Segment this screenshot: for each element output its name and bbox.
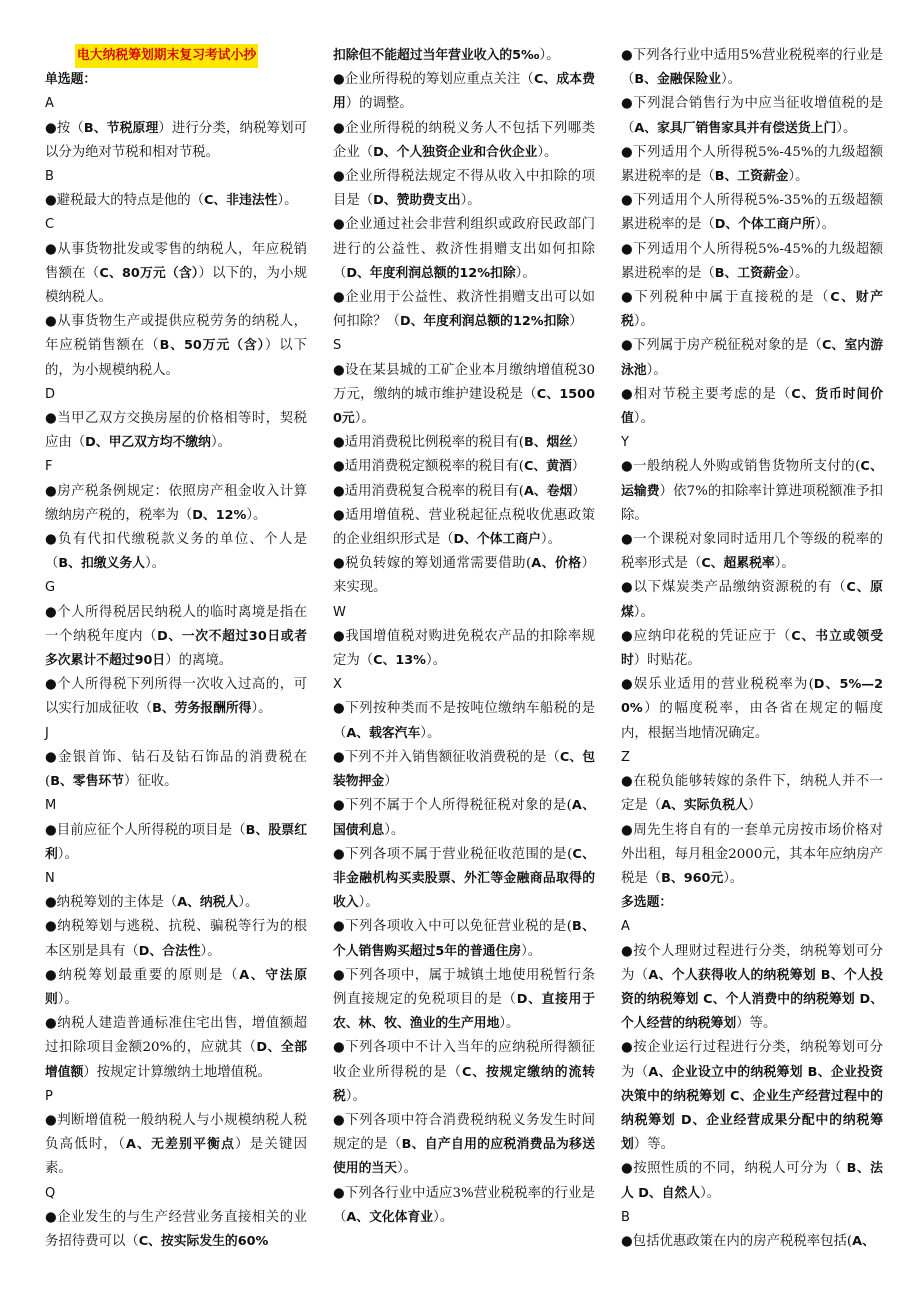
- question-text: ）。: [700, 1185, 721, 1201]
- answer-text: B、50万元（含）: [159, 338, 265, 354]
- question-text: ）等。: [736, 1016, 777, 1032]
- question-item: [621, 92, 883, 140]
- answer-text: 扣除但不能超过当年营业收入的5‰: [333, 48, 540, 63]
- question-text: ●企业所得税的纳税义务人不包括下列哪类企业（: [333, 120, 595, 160]
- question-text: ●个人所得税居民纳税人的临时离境是指在一个纳税年度内（: [45, 604, 307, 644]
- question-item: [333, 117, 595, 165]
- question-item: [45, 601, 307, 674]
- index-letter: F: [45, 459, 53, 475]
- question-text: ）进行分类，纳税筹划可以分为绝对节税和相对节税。: [45, 120, 307, 160]
- question-text: ）。: [774, 556, 795, 572]
- question-text: ）的离境。: [165, 653, 233, 669]
- question-text: ）依7%的扣除率计算进项税额准予扣除。: [621, 483, 883, 523]
- question-item: [45, 746, 307, 794]
- question-text: ）。: [420, 725, 441, 741]
- question-item: [333, 697, 595, 745]
- question-text: ●下列适用个人所得税5%-45%的九级超额累进税率的是（: [621, 144, 883, 185]
- question-text: ●按（: [45, 120, 84, 136]
- answer-text: A、实际负税人: [661, 798, 748, 814]
- column-left: [45, 44, 307, 1254]
- index-letter: S: [333, 338, 342, 354]
- question-text: ）的调整。: [345, 96, 413, 112]
- question-text: ●周先生将自有的一套单元房按市场价格对外出租，每月租金2000元，其本年应纳房产税是（: [621, 822, 883, 886]
- question-item: [333, 455, 595, 479]
- question-item: [45, 189, 307, 213]
- index-letter: Q: [45, 1185, 56, 1201]
- question-item: [45, 480, 307, 528]
- answer-text: D、一次不超过30日或者多次累计不超过90日: [45, 628, 308, 669]
- question-text: ●房产税条例规定：依照房产租金收入计算缴纳房产税的，税率为（: [45, 483, 307, 523]
- question-item: [621, 770, 883, 818]
- question-item: [621, 334, 883, 382]
- answer-text: B、金融保险业: [634, 72, 721, 88]
- index-letter: W: [333, 604, 346, 620]
- document-title: 电大纳税筹划期末复习考试小抄: [75, 44, 258, 68]
- question-text: ●企业用于公益性、救济性捐赠支出可以如何扣除？（: [333, 290, 595, 330]
- question-text: ）是关键因素。: [45, 1137, 307, 1177]
- question-item: [333, 44, 595, 68]
- question-text: ）。: [200, 943, 221, 959]
- index-letter: D: [45, 386, 56, 402]
- question-text: ●按个人理财过程进行分类，纳税筹划可分为（: [621, 943, 883, 983]
- question-text: ●企业所得税法规定不得从收入中扣除的项目是（: [333, 169, 595, 209]
- question-text: ）。: [246, 507, 267, 523]
- answer-text: C、原煤: [621, 580, 883, 620]
- question-text: ●下列税种中属于直接税的是（: [621, 290, 831, 306]
- question-text: ）。: [433, 1209, 454, 1225]
- question-item: [333, 68, 595, 116]
- answer-text: A、载客汽车: [346, 725, 421, 741]
- question-text: ●企业所得税的筹划应重点关注（: [333, 72, 534, 88]
- question-text: ●包括优惠政策在内的房产税税率包括(: [621, 1233, 853, 1249]
- question-text: ●适用消费税复合税率的税目有(: [333, 483, 524, 499]
- answer-text: A、: [852, 1233, 875, 1249]
- question-item: [621, 528, 883, 576]
- question-text: ●设在某县城的工矿企业本月缴纳增值税30万元，缴纳的城市维护建设税是（: [333, 362, 595, 402]
- question-item: [45, 1012, 307, 1085]
- question-item: [333, 286, 595, 334]
- answer-text: A、价格: [531, 556, 582, 572]
- question-text: ）以下的，为小规模纳税人。: [45, 265, 308, 306]
- question-text: ）。: [144, 556, 166, 572]
- question-text: ）。: [426, 653, 447, 669]
- question-text: ●下列适用个人所得税5%-35%的五级超额累进税率的是（: [621, 193, 883, 233]
- question-text: ）: [747, 798, 762, 814]
- question-text: ●下列各项中符合消费税纳税义务发生时间规定的是（: [333, 1112, 595, 1153]
- answer-text: C、财产税: [621, 290, 883, 330]
- question-item: [333, 165, 595, 213]
- question-text: ●适用消费税比例税率的税目有(: [333, 435, 524, 451]
- question-text: ●当甲乙双方交换房屋的价格相等时，契税应由（: [45, 411, 307, 451]
- answer-text: A、无差别平衡点: [125, 1137, 236, 1153]
- answer-text: B、零售环节: [50, 774, 124, 790]
- question-item: [45, 407, 307, 455]
- answer-text: B、工资薪金: [714, 169, 789, 185]
- question-text: ）等。: [633, 1137, 674, 1153]
- question-text: ）。: [633, 314, 654, 330]
- answer-text: A、卷烟: [524, 483, 573, 499]
- question-text: ●负有代扣代缴税款义务的单位、个人是（: [45, 532, 307, 572]
- question-text: ）来实现。: [333, 556, 595, 596]
- question-text: ）。: [720, 72, 742, 88]
- answer-text: B、960元: [661, 870, 724, 886]
- answer-text: B、节税原理: [83, 120, 159, 136]
- question-item: [333, 915, 595, 963]
- question-item: [45, 915, 307, 963]
- answer-text: C、书立或领受时: [621, 628, 883, 669]
- answer-text: C、按规定缴纳的流转税: [333, 1064, 595, 1104]
- question-text: ●下列各项不属于营业税征收范围的是(: [333, 846, 573, 862]
- question-text: ）征收。: [123, 774, 178, 790]
- question-item: [333, 1182, 595, 1230]
- index-letter: Y: [621, 435, 629, 451]
- question-text: ）。: [345, 1088, 366, 1104]
- question-text: ●一般纳税人外购或销售货物所支付的(: [621, 459, 861, 475]
- answer-text: C、非违法性: [203, 193, 278, 209]
- answer-text: B、扣缴义务人: [58, 556, 145, 572]
- answer-text: D、个人独资企业和合伙企业: [373, 144, 538, 160]
- question-item: [45, 238, 307, 311]
- question-item: [621, 673, 883, 746]
- question-text: ）。: [646, 362, 667, 378]
- answer-text: C、非金融机构买卖股票、外汇等金融商品取得的收入: [333, 846, 595, 911]
- question-text: ）。: [537, 144, 558, 160]
- section-heading: 多选题：: [621, 895, 673, 911]
- question-text: ●目前应征个人所得税的项目是（: [45, 822, 246, 838]
- question-text: ）。: [210, 435, 232, 451]
- question-text: ）。: [251, 701, 272, 717]
- question-text: ●下列属于房产税征税对象的是（: [621, 338, 822, 354]
- question-text: ）。: [540, 532, 562, 548]
- question-text: ）按规定计算缴纳土地增值税。: [83, 1064, 271, 1080]
- answer-text: C、按实际发生的60%: [138, 1233, 269, 1249]
- question-text: ●相对节税主要考虑的是（: [621, 386, 792, 402]
- answer-text: D、合法性: [138, 943, 201, 959]
- question-text: ●从事货物批发或零售的纳税人，年应税销售额在（: [45, 241, 307, 281]
- question-text: ●下列各项中，属于城镇土地使用税暂行条例直接规定的免税项目的是（: [333, 967, 595, 1007]
- index-letter: B: [621, 1209, 630, 1225]
- answer-text: D、年度利润总额的12%扣除: [399, 314, 570, 330]
- index-letter: P: [45, 1088, 53, 1104]
- question-text: ）。: [354, 411, 375, 427]
- question-text: ●适用消费税定额税率的税目有(: [333, 459, 524, 475]
- question-text: ●从事货物生产或提供应税劳务的纳税人，年应税销售额在（: [45, 314, 307, 354]
- question-item: [333, 843, 595, 916]
- answer-text: B、烟丝: [524, 435, 573, 451]
- question-text: ●我国增值税对购进免税农产品的扣除率规定为（: [333, 628, 595, 669]
- question-text: ●下列各项收入中可以免征营业税的是(: [333, 919, 572, 935]
- index-letter: B: [45, 169, 54, 185]
- question-text: ●下列各项中不计入当年的应纳税所得额征收企业所得税的是（: [333, 1040, 595, 1080]
- question-item: [621, 1230, 883, 1254]
- answer-text: D、个体工商户所: [714, 217, 815, 233]
- column-middle: [333, 44, 595, 1230]
- question-item: [333, 213, 595, 286]
- answer-text: D、个体工商户: [453, 532, 541, 548]
- question-text: ●纳税人建造普通标准住宅出售，增值额超过扣除项目金额20%的，应就其（: [45, 1016, 307, 1056]
- question-text: ）。: [277, 193, 298, 209]
- question-text: ●适用增值税、营业税起征点税收优惠政策的企业组织形式是（: [333, 507, 595, 548]
- question-item: [45, 964, 307, 1012]
- index-letter: A: [45, 96, 54, 112]
- question-item: [333, 359, 595, 432]
- answer-text: C、货币时间价值: [621, 386, 883, 427]
- question-item: [45, 117, 307, 165]
- answer-text: C、超累税率: [701, 556, 775, 572]
- question-text: ）。: [633, 411, 654, 427]
- question-text: ●下列不并入销售额征收消费税的是（: [333, 749, 560, 765]
- question-text: ）。: [238, 895, 259, 911]
- question-text: ●下列按种类而不是按吨位缴纳车船税的是（: [333, 701, 595, 741]
- answer-text: D、赞助费支出: [373, 193, 461, 209]
- question-text: ）的幅度税率，由各省在规定的幅度内，根据当地情况确定。: [621, 701, 883, 741]
- answer-text: D、直接用于农、林、牧、渔业的生产用地: [333, 991, 596, 1032]
- question-text: ）。: [57, 991, 78, 1007]
- index-letter: A: [621, 919, 630, 935]
- answer-text: B、劳务报酬所得: [152, 701, 252, 717]
- answer-text: B、工资薪金: [714, 265, 789, 281]
- question-text: ●应纳印花税的凭证应于（: [621, 628, 792, 644]
- question-text: ）: [572, 435, 586, 451]
- question-text: ●按照性质的不同，纳税人可分为（: [621, 1161, 847, 1177]
- answer-text: B、股票红利: [45, 822, 307, 862]
- question-item: [621, 286, 883, 334]
- question-text: ●一个课税对象同时适用几个等级的税率的税率形式是（: [621, 532, 883, 572]
- question-text: ）。: [633, 604, 654, 620]
- column-right: [621, 44, 883, 1254]
- question-text: ●下列各行业中适应3%营业税税率的行业是（: [333, 1185, 595, 1225]
- question-text: ）。: [396, 1161, 418, 1177]
- question-text: ）。: [384, 822, 405, 838]
- question-text: ）。: [521, 943, 542, 959]
- question-item: [621, 383, 883, 431]
- question-item: [45, 528, 307, 576]
- answer-text: C、13%: [373, 653, 426, 669]
- question-text: ）。: [499, 1016, 520, 1032]
- question-item: [621, 455, 883, 528]
- question-text: ●判断增值税一般纳税人与小规模纳税人税负高低时，（: [45, 1112, 307, 1153]
- index-letter: Z: [621, 749, 630, 765]
- question-item: [621, 141, 883, 189]
- question-text: ）以下的，为小规模纳税人。: [45, 338, 308, 378]
- question-text: ）。: [57, 846, 78, 862]
- question-item: [45, 673, 307, 721]
- answer-text: C、黄酒: [524, 459, 572, 475]
- question-item: [333, 504, 595, 552]
- answer-text: C、成本费用: [333, 72, 595, 112]
- answer-text: A、守法原则: [45, 967, 308, 1007]
- question-item: [45, 891, 307, 915]
- index-letter: N: [45, 870, 55, 886]
- question-text: ●纳税筹划的主体是（: [45, 895, 178, 911]
- index-letter: G: [45, 580, 56, 596]
- question-text: ●按企业运行过程进行分类，纳税筹划可分为（: [621, 1040, 883, 1080]
- title-line: [45, 44, 307, 68]
- question-item: [621, 1036, 883, 1157]
- section-heading: 单选题：: [45, 72, 97, 88]
- answer-text: D、5%—20%: [621, 677, 883, 717]
- answer-text: B、法人 D、自然人: [621, 1161, 883, 1201]
- question-item: [333, 1109, 595, 1182]
- question-item: [621, 189, 883, 237]
- answer-text: B、个人销售购买超过5年的普通住房: [333, 919, 595, 959]
- question-text: ）。: [723, 870, 744, 886]
- question-text: ●税负转嫁的筹划通常需要借助(: [333, 556, 532, 572]
- question-text: ●企业通过社会非营利组织或政府民政部门进行的公益性、救济性捐赠支出如何扣除（: [333, 217, 595, 281]
- question-item: [621, 625, 883, 673]
- question-text: ）。: [515, 265, 536, 281]
- question-text: ）。: [788, 265, 809, 281]
- question-item: [333, 794, 595, 842]
- answer-text: C、室内游泳池: [621, 338, 883, 378]
- answer-text: D、年度利润总额的12%扣除: [346, 265, 516, 281]
- answer-text: D、甲乙双方均不缴纳: [85, 435, 211, 451]
- question-item: [333, 625, 595, 673]
- question-text: ）。: [836, 120, 857, 136]
- question-text: ）: [572, 483, 586, 499]
- question-text: ●下列混合销售行为中应当征收增值税的是（: [621, 96, 883, 136]
- question-item: [333, 431, 595, 455]
- question-text: ●纳税筹划最重要的原则是（: [45, 967, 240, 983]
- question-text: ●个人所得税下列所得一次收入过高的，可以实行加成征收（: [45, 677, 307, 717]
- answer-text: A、文化体育业: [346, 1209, 434, 1225]
- question-text: ●企业发生的与生产经营业务直接相关的业务招待费可以（: [45, 1209, 307, 1249]
- index-letter: X: [333, 677, 342, 693]
- answer-text: C、运输费: [621, 459, 883, 499]
- question-text: ）: [569, 314, 583, 330]
- answer-text: D、12%: [192, 507, 247, 523]
- question-text: ）时贴花。: [633, 653, 701, 669]
- question-item: [621, 819, 883, 892]
- question-item: [333, 1036, 595, 1109]
- question-text: ●以下煤炭类产品缴纳资源税的有（: [621, 580, 847, 596]
- question-text: ）。: [460, 193, 481, 209]
- index-letter: M: [45, 798, 57, 814]
- question-item: [333, 964, 595, 1037]
- question-item: [333, 480, 595, 504]
- question-text: ●金银首饰、钻石及钻石饰品的消费税在(: [45, 749, 307, 790]
- question-text: ）。: [788, 169, 809, 185]
- answer-text: C、包装物押金: [333, 749, 595, 790]
- index-letter: J: [45, 725, 49, 741]
- question-text: ●下列各行业中适用5%营业税税率的行业是（: [621, 48, 883, 88]
- answer-text: A、企业设立中的纳税筹划 B、企业投资决策中的纳税筹划 C、企业生产经营过程中的纳税筹划 D、企业经营成果分配中的纳税筹划: [621, 1064, 883, 1153]
- question-text: ●下列适用个人所得税5%-45%的九级超额累进税率的是（: [621, 241, 883, 281]
- question-item: [333, 746, 595, 794]
- question-text: ）。: [814, 217, 836, 233]
- answer-text: C、15000元: [333, 386, 595, 427]
- question-item: [45, 1206, 307, 1254]
- question-item: [45, 310, 307, 383]
- question-item: [45, 1109, 307, 1182]
- question-item: [333, 552, 595, 600]
- index-letter: C: [45, 217, 55, 233]
- answer-text: D、全部增值额: [45, 1040, 308, 1080]
- question-item: [621, 940, 883, 1037]
- question-item: [45, 819, 307, 867]
- answer-text: C、80万元（含）: [99, 265, 199, 281]
- question-text: ●下列不属于个人所得税征税对象的是(: [333, 798, 572, 814]
- question-text: ）。: [539, 48, 560, 63]
- question-text: ●在税负能够转嫁的条件下，纳税人并不一定是（: [621, 774, 883, 814]
- question-text: ●避税最大的特点是他的（: [45, 193, 204, 209]
- question-item: [621, 1157, 883, 1205]
- answer-text: A、个人获得收人的纳税筹划 B、个人投资的纳税筹划 C、个人消费中的纳税筹划 D、个人经营的纳税筹划: [621, 967, 883, 1032]
- question-item: [621, 576, 883, 624]
- question-text: ）: [571, 459, 586, 475]
- question-text: ）。: [358, 895, 379, 911]
- question-item: [621, 238, 883, 286]
- answer-text: A、家具厂销售家具并有偿送货上门: [634, 120, 837, 136]
- answer-text: A、国债利息: [333, 798, 595, 838]
- answer-text: B、自产自用的应税消费品为移送使用的当天: [333, 1137, 596, 1177]
- question-text: ●娱乐业适用的营业税税率为(: [621, 677, 814, 693]
- question-text: ●纳税筹划与逃税、抗税、骗税等行为的根本区别是具有（: [45, 919, 307, 959]
- question-text: ）: [384, 774, 398, 790]
- question-item: [621, 44, 883, 92]
- answer-text: A、纳税人: [177, 895, 239, 911]
